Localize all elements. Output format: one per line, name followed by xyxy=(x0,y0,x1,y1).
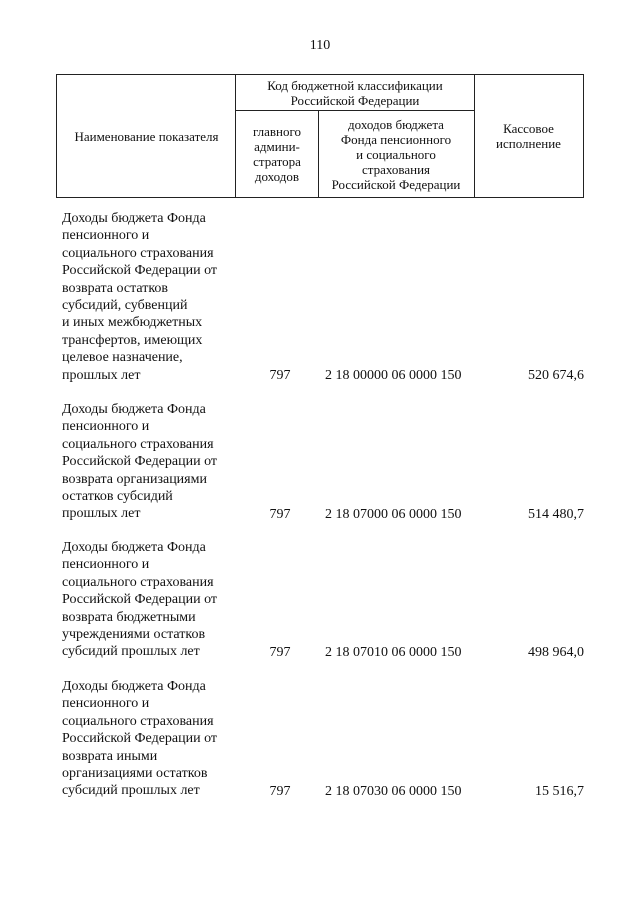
header-code-group-text: Код бюджетной классификации Российской Федерации xyxy=(267,78,443,108)
row-label: Доходы бюджета Фонда пенсионного и социального страхования Российской Федерации от возврата иными организациями остатков субсидий прошлых лет xyxy=(62,679,218,799)
row-label: Доходы бюджета Фонда пенсионного и социального страхования Российской Федерации от возврата остатков субсидий, субвенций и иных межбюджетных трансфертов, имеющих целевое назначение, прошлых лет xyxy=(62,211,218,383)
row-admin-code: 797 xyxy=(269,507,291,522)
row-kbk: 2 18 07010 06 0000 150 xyxy=(325,645,462,660)
row-kbk: 2 18 07030 06 0000 150 xyxy=(325,784,462,799)
row-amount: 498 964,0 xyxy=(528,645,584,660)
header-income-text: доходов бюджета Фонда пенсионного и социального страхования Российской Федерации xyxy=(331,116,461,192)
header-income xyxy=(318,110,475,198)
header-admin xyxy=(235,110,319,198)
row-admin-code: 797 xyxy=(269,368,291,383)
header-name-text: Наименование показателя xyxy=(74,128,219,144)
header-name xyxy=(56,74,236,198)
row-admin-code: 797 xyxy=(269,784,291,799)
row-label: Доходы бюджета Фонда пенсионного и социального страхования Российской Федерации от возврата бюджетными учреждениями остатков субсидий прошлых лет xyxy=(62,540,218,660)
header-execution-text: Кассовое исполнение xyxy=(496,121,561,151)
row-label: Доходы бюджета Фонда пенсионного и социального страхования Российской Федерации от возврата организациями остатков субсидий прошлых лет xyxy=(62,402,218,522)
row-kbk: 2 18 07000 06 0000 150 xyxy=(325,507,462,522)
row-amount: 520 674,6 xyxy=(528,368,584,383)
page-number: 110 xyxy=(309,38,331,53)
header-code-group xyxy=(235,74,475,111)
row-kbk: 2 18 00000 06 0000 150 xyxy=(325,368,462,383)
row-amount: 514 480,7 xyxy=(528,507,584,522)
row-admin-code: 797 xyxy=(269,645,291,660)
header-admin-text: главного админи- стратора доходов xyxy=(252,124,302,184)
row-amount: 15 516,7 xyxy=(535,784,584,799)
header-execution xyxy=(474,74,584,198)
